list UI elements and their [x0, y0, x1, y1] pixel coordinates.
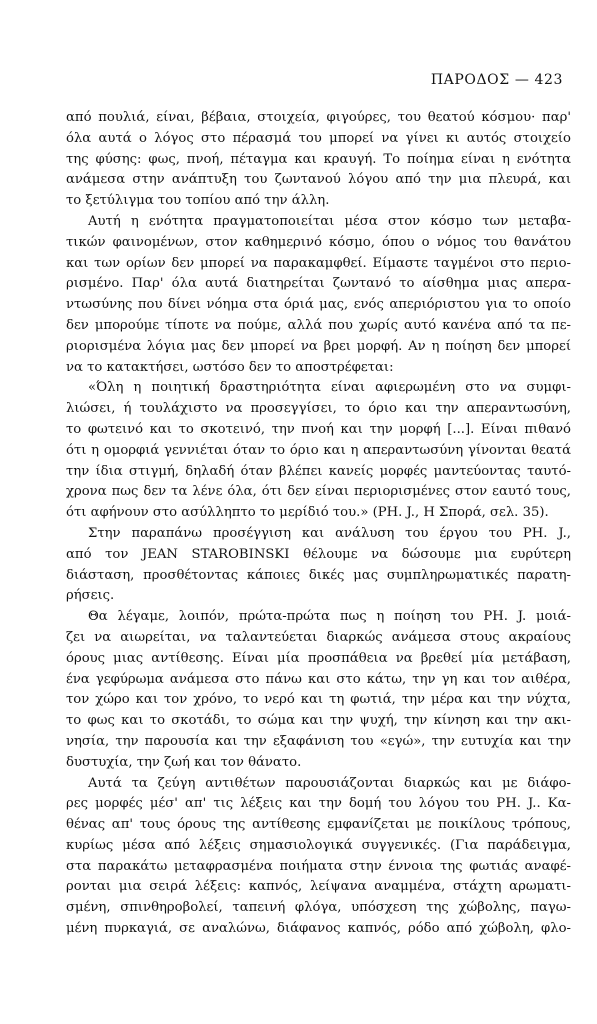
text-line: ότι η ομορφιά γεννιέται όταν το όριο και η απεραντωσύνη γίνονται θεατά: [66, 442, 571, 458]
text-line: ότι αφήνουν στο ασύλληπτο το μερίδιό του.» (PH. J., Η Σπορά, σελ. 35).: [66, 505, 549, 521]
body-text: [66, 108, 571, 940]
text-line: κυρίως μέσα από λέξεις σημασιολογικά συγγενικές. (Για παράδειγμα,: [66, 837, 571, 853]
text-line: λιώσει, ή τουλάχιστο να προσεγγίσει, το όριο και την απεραντωσύνη,: [66, 401, 571, 417]
text-line: την ίδια στιγμή, δηλαδή όταν βλέπει κανείς μορφές μαντεύοντας ταυτό-: [66, 463, 571, 479]
text-line: τικών φαινομένων, στον καθημερινό κόσμο, όπου ο νόμος του θανάτου: [66, 234, 571, 250]
text-line: Αυτά τα ζεύγη αντιθέτων παρουσιάζονται διαρκώς και με διάφο-: [88, 775, 571, 791]
text-line: διάσταση, προσθέτοντας κάποιες δικές μας συμπληρωματικές παρατη-: [66, 567, 571, 583]
text-line: και των ορίων δεν μπορεί να παρακαμφθεί. Είμαστε ταγμένοι στο περιο-: [66, 255, 571, 271]
text-line: όλα αυτά ο λόγος στο πέρασμά του μπορεί να γίνει κι αυτός στοιχείο: [66, 130, 571, 146]
text-line: το φως και το σκοτάδι, το σώμα και την ψυχή, την κίνηση και την ακι-: [66, 713, 571, 729]
text-line: ριορισμένα λόγια μας δεν μπορεί να βρει μορφή. Αν η ποίηση δεν μπορεί: [66, 338, 571, 354]
text-line: χρονα πως δεν τα λένε όλα, ότι δεν είναι περιορισμένες στον εαυτό τους,: [66, 484, 571, 500]
text-line: ρήσεις.: [66, 588, 115, 604]
running-head: ΠΑΡΟΔΟΣ — 423: [430, 72, 563, 88]
text-line: Στην παραπάνω προσέγγιση και ανάλυση του έργου του PH. J.,: [88, 525, 571, 541]
text-line: σμένη, σπινθηροβολεί, ταπεινή φλόγα, υπόσχεση της χώβολης, παγω-: [66, 900, 571, 916]
text-line: νησία, την παρουσία και την εξαφάνιση του «εγώ», την ευτυχία και την: [66, 733, 571, 749]
text-line: ζει να αιωρείται, να ταλαντεύεται διαρκώς ανάμεσα στους ακραίους: [66, 629, 571, 645]
text-line: από τον JEAN STAROBINSKI θέλουμε να δώσουμε μια ευρύτερη: [66, 546, 571, 562]
text-line: ένα γεφύρωμα ανάμεσα στο πάνω και στο κάτω, την γη και τον αιθέρα,: [66, 671, 571, 687]
text-line: της φύσης: φως, πνοή, πέταγμα και κραυγή. Το ποίημα είναι η ενότητα: [66, 151, 571, 167]
text-line: Θα λέγαμε, λοιπόν, πρώτα-πρώτα πως η ποίηση του PH. J. μοιά-: [88, 609, 571, 625]
text-line: Αυτή η ενότητα πραγματοποιείται μέσα στον κόσμο των μεταβα-: [88, 213, 571, 229]
text-line: ντωσύνης που δίνει νόημα στα όριά μας, ενός απεριόριστου για το οποίο: [66, 297, 571, 313]
text-line: θένας απ' τους όρους της αντίθεσης εμφανίζεται με ποικίλους τρόπους,: [66, 817, 571, 833]
text-line: ρονται μια σειρά λέξεις: καπνός, λείψανα αναμμένα, στάχτη αρωματι-: [66, 879, 571, 895]
text-line: ρισμένο. Παρ' όλα αυτά διατηρείται ζωντανό το αίσθημα μιας απερα-: [66, 276, 571, 292]
text-line: να το κατακτήσει, ωστόσο δεν το αποστρέφεται:: [66, 359, 394, 375]
text-line: το ξετύλιγμα του τοπίου από την άλλη.: [66, 193, 330, 209]
text-line: ανάμεσα στην ανάπτυξη του ζωντανού λόγου από την μια πλευρά, και: [66, 172, 571, 188]
text-line: δεν μπορούμε τίποτε να πούμε, αλλά που χωρίς αυτό κανένα από τα πε-: [66, 317, 571, 333]
text-line: τον χώρο και τον χρόνο, το νερό και τη φωτιά, την μέρα και την νύχτα,: [66, 692, 571, 708]
text-line: όρους μιας αντίθεσης. Είναι μία προσπάθεια να βρεθεί μία μετάβαση,: [66, 650, 571, 666]
text-line: ρες μορφές μέσ' απ' τις λέξεις και την δομή του λόγου του PH. J.. Κα-: [66, 796, 571, 812]
text-line: δυστυχία, την ζωή και τον θάνατο.: [66, 754, 302, 770]
text-line: «Όλη η ποιητική δραστηριότητα είναι αφιερωμένη στο να συμφι-: [88, 380, 571, 396]
text-line: στα παρακάτω μεταφρασμένα ποιήματα στην έννοια της φωτιάς αναφέ-: [66, 858, 571, 874]
text-line: το φωτεινό και το σκοτεινό, την πνοή και την μορφή [...]. Είναι πιθανό: [66, 421, 571, 437]
text-line: μένη πυρκαγιά, σε αναλώνω, διάφανος καπνός, ρόδο από χώβολη, φλο-: [66, 921, 571, 937]
text-line: από πουλιά, είναι, βέβαια, στοιχεία, φιγούρες, του θεατού κόσμου· παρ': [66, 110, 571, 125]
